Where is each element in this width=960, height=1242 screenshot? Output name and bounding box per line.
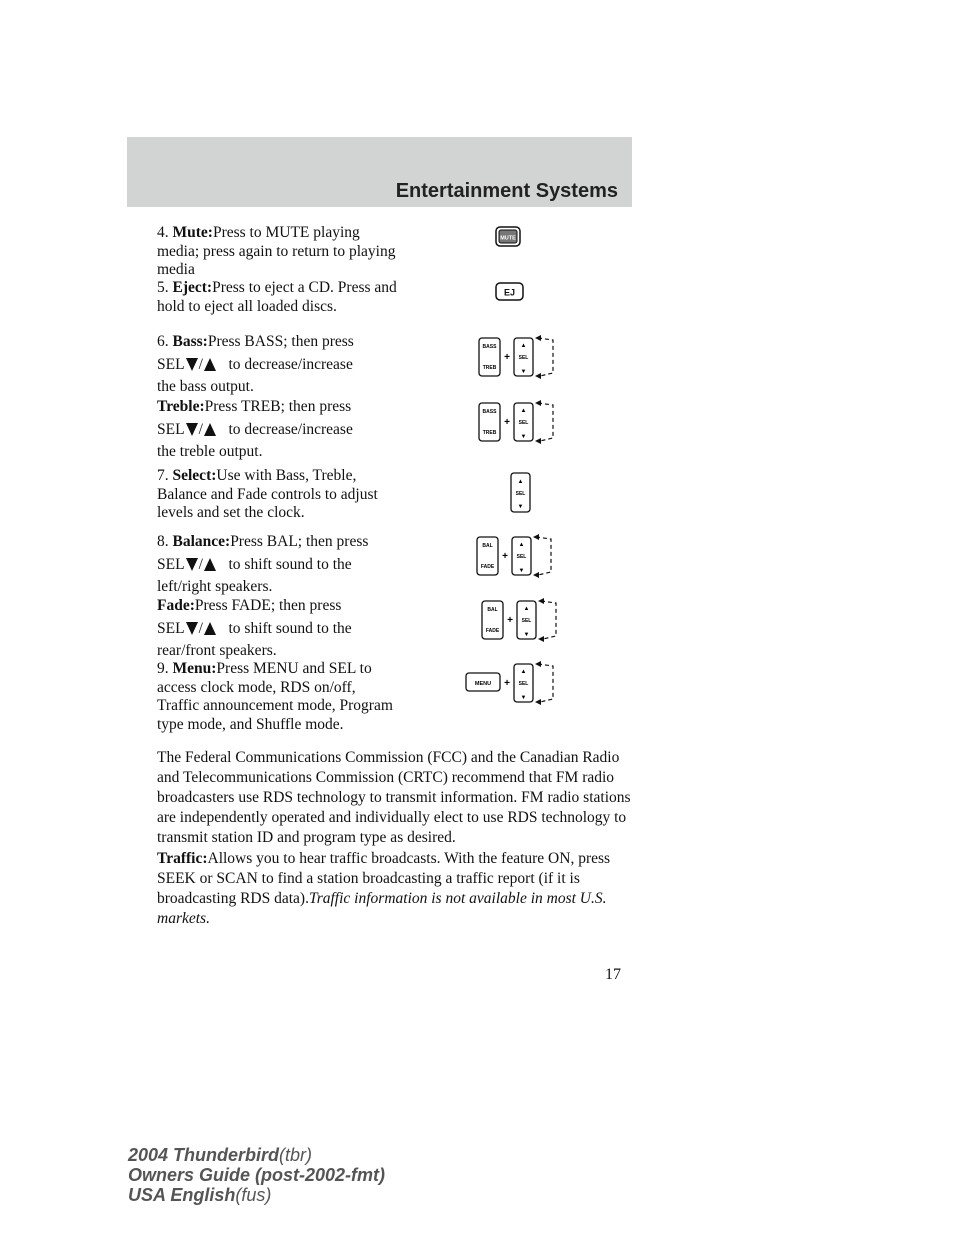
- fade-sel-diagram: [481, 596, 561, 644]
- arrow-down-icon: [186, 558, 198, 571]
- traffic-label: Traffic:: [157, 850, 208, 867]
- balance-label: Balance:: [172, 533, 231, 550]
- mute-text: Press to MUTE playing media; press again to return to playing media: [157, 224, 396, 278]
- bass-label: Bass:: [172, 333, 208, 350]
- svg-text:BAL: BAL: [482, 543, 493, 549]
- arrow-down-icon: [186, 423, 198, 436]
- sel-rocker-icon: [510, 472, 532, 514]
- svg-text:FADE: FADE: [480, 564, 495, 570]
- svg-text:BAL: BAL: [487, 607, 498, 613]
- svg-text:▲: ▲: [517, 479, 524, 485]
- balance-entry: 8. Balance:Press BAL; then press SEL / to shift sound to the left/right speakers.: [157, 533, 369, 595]
- svg-text:SEL: SEL: [518, 681, 529, 687]
- fade-label: Fade:: [157, 597, 195, 614]
- page-number: 17: [605, 966, 621, 983]
- arrow-up-icon: [204, 423, 216, 436]
- select-label: Select:: [172, 467, 217, 484]
- svg-text:▼: ▼: [518, 568, 525, 574]
- svg-text:SEL: SEL: [515, 491, 526, 497]
- svg-text:+: +: [507, 615, 513, 626]
- svg-text:SEL: SEL: [518, 420, 529, 426]
- menu-entry: 9. Menu:Press MENU and SEL to access clock mode, RDS on/off, Traffic announcement mode, Program type mode, and Shuffle mode.: [157, 660, 393, 733]
- header-band: [127, 137, 632, 207]
- svg-text:▲: ▲: [523, 606, 530, 612]
- arrow-down-icon: [186, 622, 198, 635]
- svg-text:▼: ▼: [517, 504, 524, 510]
- mute-label: Mute:: [172, 224, 213, 241]
- traffic-paragraph: Traffic:Allows you to hear traffic broadcasts. With the feature ON, press SEEK or SCAN to find a station broadcasting a traffic report (if it is broadcasting RDS data).Traffic information is not available in most U.S. markets.: [157, 850, 611, 927]
- svg-text:▼: ▼: [520, 369, 527, 375]
- svg-text:SEL: SEL: [521, 618, 532, 624]
- bass-treb-sel-diagram: [478, 333, 558, 381]
- svg-text:▲: ▲: [520, 669, 527, 675]
- treble-label: Treble:: [157, 398, 205, 415]
- eject-text: Press to eject a CD. Press and hold to eject all loaded discs.: [157, 279, 397, 315]
- eject-entry: 5. Eject:Press to eject a CD. Press and hold to eject all loaded discs.: [157, 279, 397, 315]
- treble-entry: Treble:Press TREB; then press SEL / to decrease/increase the treble output.: [157, 398, 353, 460]
- arrow-up-icon: [204, 622, 216, 635]
- eject-button-icon: [495, 282, 525, 302]
- select-entry: 7. Select:Use with Bass, Treble, Balance and Fade controls to adjust levels and set the clock.: [157, 467, 378, 521]
- traffic-note: Traffic information is not available in most U.S. markets.: [157, 890, 607, 927]
- arrow-up-icon: [204, 358, 216, 371]
- svg-text:SEL: SEL: [516, 554, 527, 560]
- svg-text:MENU: MENU: [474, 681, 492, 687]
- fade-entry: Fade:Press FADE; then press SEL / to shift sound to the rear/front speakers.: [157, 597, 352, 659]
- menu-label: Menu:: [172, 660, 217, 677]
- svg-text:▼: ▼: [520, 434, 527, 440]
- arrow-down-icon: [186, 358, 198, 371]
- svg-text:TREB: TREB: [482, 365, 497, 371]
- mute-entry: 4. Mute:Press to MUTE playing media; press again to return to playing media: [157, 224, 396, 278]
- svg-text:▲: ▲: [520, 408, 527, 414]
- mute-button-icon: [495, 226, 521, 248]
- svg-text:EJ: EJ: [503, 287, 516, 298]
- svg-text:+: +: [504, 417, 510, 428]
- svg-text:BASS: BASS: [482, 344, 497, 350]
- bal-fade-sel-diagram: [476, 532, 556, 580]
- eject-label: Eject:: [172, 279, 213, 296]
- menu-sel-diagram: [465, 659, 560, 707]
- svg-text:SEL: SEL: [518, 355, 529, 361]
- svg-text:▼: ▼: [523, 632, 530, 638]
- section-title: Entertainment Systems: [395, 180, 618, 202]
- svg-text:+: +: [504, 352, 510, 363]
- svg-text:+: +: [502, 551, 508, 562]
- svg-text:MUTE: MUTE: [500, 235, 516, 242]
- svg-text:FADE: FADE: [485, 628, 500, 634]
- svg-text:BASS: BASS: [482, 409, 497, 415]
- svg-text:▲: ▲: [518, 542, 525, 548]
- fcc-paragraph: The Federal Communications Commission (FCC) and the Canadian Radio and Telecommunications Commission (CRTC) recommend that FM radio broadcasters use RDS technology to transmit information. FM radio stations are independently operated and individually elect to use RDS technology to transmit station ID and program type as desired.: [157, 749, 631, 846]
- svg-text:+: +: [504, 678, 510, 689]
- bass-entry: 6. Bass:Press BASS; then press SEL / to decrease/increase the bass output.: [157, 333, 354, 395]
- treb-sel-diagram: [478, 398, 558, 446]
- svg-text:TREB: TREB: [482, 430, 497, 436]
- arrow-up-icon: [204, 558, 216, 571]
- svg-text:▲: ▲: [520, 343, 527, 349]
- svg-text:▼: ▼: [520, 695, 527, 701]
- document-footer: 2004 Thunderbird(tbr) Owners Guide (post-2002-fmt) USA English(fus): [128, 1145, 386, 1205]
